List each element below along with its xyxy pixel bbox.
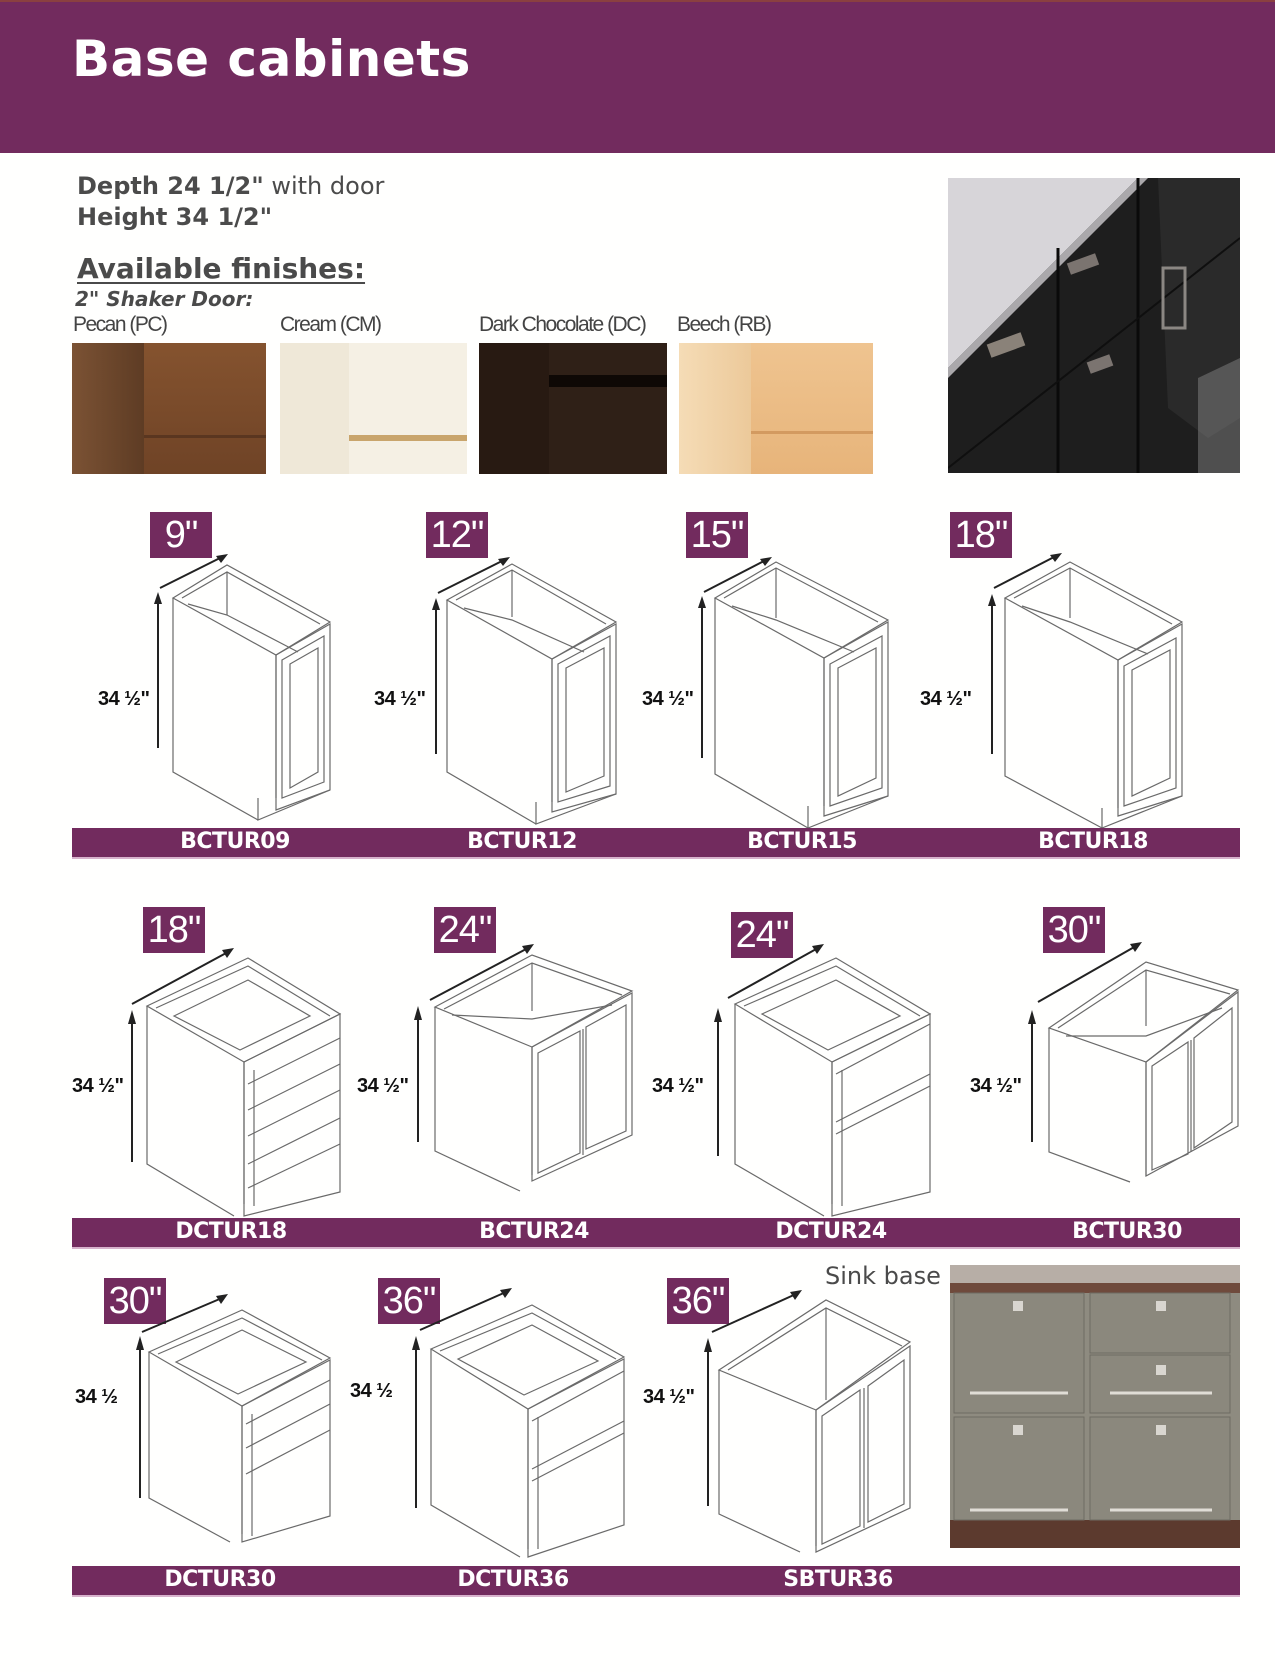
height-label: 34 ½" [357, 1075, 409, 1097]
model-code: DCTUR30 [164, 1567, 276, 1592]
model-code-bar [72, 828, 1240, 859]
height-label: 34 ½" [72, 1075, 124, 1097]
cabinet-drawing-single-door [444, 562, 624, 802]
sink-base-photo [950, 1265, 1240, 1548]
model-code: SBTUR36 [783, 1567, 893, 1592]
model-code: DCTUR18 [175, 1219, 287, 1244]
finish-label-beech: Beech (RB) [677, 313, 771, 336]
cabinet-drawing-single-door [1002, 560, 1192, 810]
width-badge: 30" [1043, 907, 1105, 953]
width-badge: 36" [667, 1278, 729, 1324]
page-title: Base cabinets [72, 30, 471, 88]
cabinet-drawing-single-door [170, 560, 340, 800]
width-badge: 30" [104, 1278, 166, 1324]
height-label: 34 ½" [643, 1386, 695, 1408]
finish-swatch-beech [679, 343, 873, 474]
width-badge: 18" [950, 512, 1012, 558]
sink-base-photo-art [950, 1265, 1240, 1548]
model-code: BCTUR09 [180, 829, 290, 854]
finish-swatch-dark-chocolate [479, 343, 667, 474]
height-label: 34 ½" [970, 1075, 1022, 1097]
width-badge: 36" [378, 1278, 440, 1324]
height-label: 34 ½" [652, 1075, 704, 1097]
model-code: BCTUR15 [747, 829, 857, 854]
cabinet-drawing-two-drawer [428, 1305, 628, 1555]
model-code: BCTUR12 [467, 829, 577, 854]
width-badge: 24" [731, 912, 793, 958]
model-code: BCTUR30 [1072, 1219, 1182, 1244]
height-label: 34 ½ [350, 1380, 393, 1402]
width-badge: 9" [150, 512, 212, 558]
dark-cabinet-photo-art [948, 178, 1240, 473]
finishes-heading: Available finishes: [77, 252, 366, 285]
model-code-bar [72, 1218, 1240, 1249]
cabinet-drawing-double-door [432, 955, 642, 1185]
height-label: 34 ½" [642, 688, 694, 710]
height-spec [77, 203, 272, 231]
cabinet-drawing-single-door [712, 560, 892, 810]
width-badge: 15" [686, 512, 748, 558]
model-code: BCTUR18 [1038, 829, 1148, 854]
model-code: DCTUR24 [775, 1219, 887, 1244]
cabinet-drawing-double-door [1046, 962, 1246, 1182]
cabinet-drawing-three-drawer [146, 1310, 346, 1550]
model-code: DCTUR36 [457, 1567, 569, 1592]
finish-swatch-cream [280, 343, 467, 474]
width-badge: 24" [434, 907, 496, 953]
finish-label-cream: Cream (CM) [280, 313, 381, 336]
height-label: 34 ½" [374, 688, 426, 710]
height-value: Height 34 1/2" [77, 203, 273, 231]
finish-swatch-pecan [72, 343, 266, 474]
cabinet-drawing-two-drawer [732, 958, 932, 1208]
finish-label-dark-chocolate: Dark Chocolate (DC) [479, 313, 646, 336]
height-label: 34 ½" [920, 688, 972, 710]
width-badge: 12" [426, 512, 488, 558]
depth-value: Depth 24 1/2" [77, 172, 264, 200]
cabinet-drawing-sink-base [716, 1300, 916, 1550]
cabinet-drawing-four-drawer [144, 958, 344, 1208]
height-label: 34 ½ [75, 1386, 118, 1408]
page-header [0, 0, 1275, 153]
model-code: BCTUR24 [479, 1219, 589, 1244]
width-badge: 18" [143, 907, 205, 953]
model-code-bar [72, 1566, 1240, 1597]
door-style-label: 2" Shaker Door: [75, 287, 254, 311]
depth-note: with door [263, 172, 385, 200]
depth-spec [77, 172, 384, 200]
dark-cabinet-photo [948, 178, 1240, 473]
finish-label-pecan: Pecan (PC) [73, 313, 167, 336]
height-label: 34 ½" [98, 688, 150, 710]
sink-base-label: Sink base [825, 1262, 941, 1290]
